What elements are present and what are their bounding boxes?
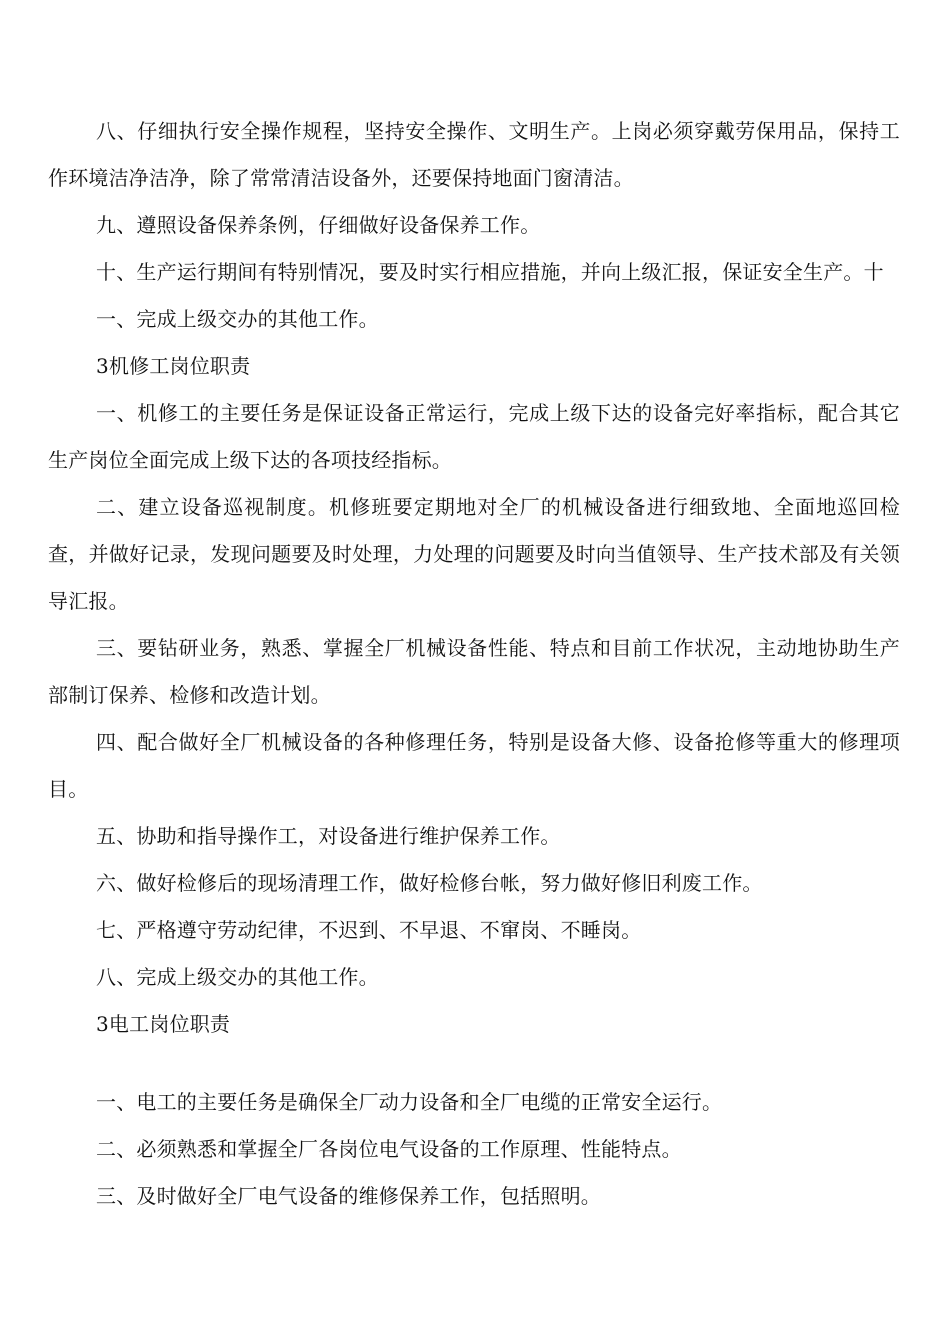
- mechanic-duty-1: 一、机修工的主要任务是保证设备正常运行，完成上级下达的设备完好率指标，配合其它生产岗位全面完成上级下达的各项技经指标。: [48, 401, 900, 472]
- electrician-duty-3: 三、及时做好全厂电气设备的维修保养工作，包括照明。: [96, 1184, 601, 1208]
- paragraph-10-special-situations: 十、生产运行期间有特别情况，要及时实行相应措施，并向上级汇报，保证安全生产。十: [96, 260, 884, 284]
- mechanic-duty-6: 六、做好检修后的现场清理工作，做好检修台帐，努力做好修旧利废工作。: [96, 871, 763, 895]
- electrician-duty-2: 二、必须熟悉和掌握全厂各岗位电气设备的工作原理、性能特点。: [96, 1137, 682, 1161]
- paragraph-11-other-work: 一、完成上级交办的其他工作。: [96, 307, 379, 331]
- section-heading-mechanic: 3机修工岗位职责: [96, 354, 251, 378]
- electrician-duty-1: 一、电工的主要任务是确保全厂动力设备和全厂电缆的正常安全运行。: [96, 1090, 723, 1114]
- mechanic-duty-2: 二、建立设备巡视制度。机修班要定期地对全厂的机械设备进行细致地、全面地巡回检查，并做好记录，发现问题要及时处理，力处理的问题要及时向当值领导、生产技术部及有关领导汇报。: [48, 495, 900, 613]
- section-spacer: [48, 1048, 900, 1079]
- section-heading-electrician: 3电工岗位职责: [96, 1012, 231, 1036]
- mechanic-duty-4: 四、配合做好全厂机械设备的各种修理任务，特别是设备大修、设备抢修等重大的修理项目。: [48, 730, 900, 801]
- mechanic-duty-5: 五、协助和指导操作工，对设备进行维护保养工作。: [96, 824, 561, 848]
- document-body: [48, 108, 900, 1220]
- paragraph-8-safety: 八、仔细执行安全操作规程，坚持安全操作、文明生产。上岗必须穿戴劳保用品，保持工作环境洁净洁净，除了常常清洁设备外，还要保持地面门窗清洁。: [48, 119, 900, 190]
- mechanic-duty-3: 三、要钻研业务，熟悉、掌握全厂机械设备性能、特点和目前工作状况，主动地协助生产部制订保养、检修和改造计划。: [48, 636, 900, 707]
- paragraph-9-maintenance: 九、遵照设备保养条例，仔细做好设备保养工作。: [96, 213, 541, 237]
- mechanic-duty-8: 八、完成上级交办的其他工作。: [96, 965, 379, 989]
- mechanic-duty-7: 七、严格遵守劳动纪律，不迟到、不早退、不窜岗、不睡岗。: [96, 918, 642, 942]
